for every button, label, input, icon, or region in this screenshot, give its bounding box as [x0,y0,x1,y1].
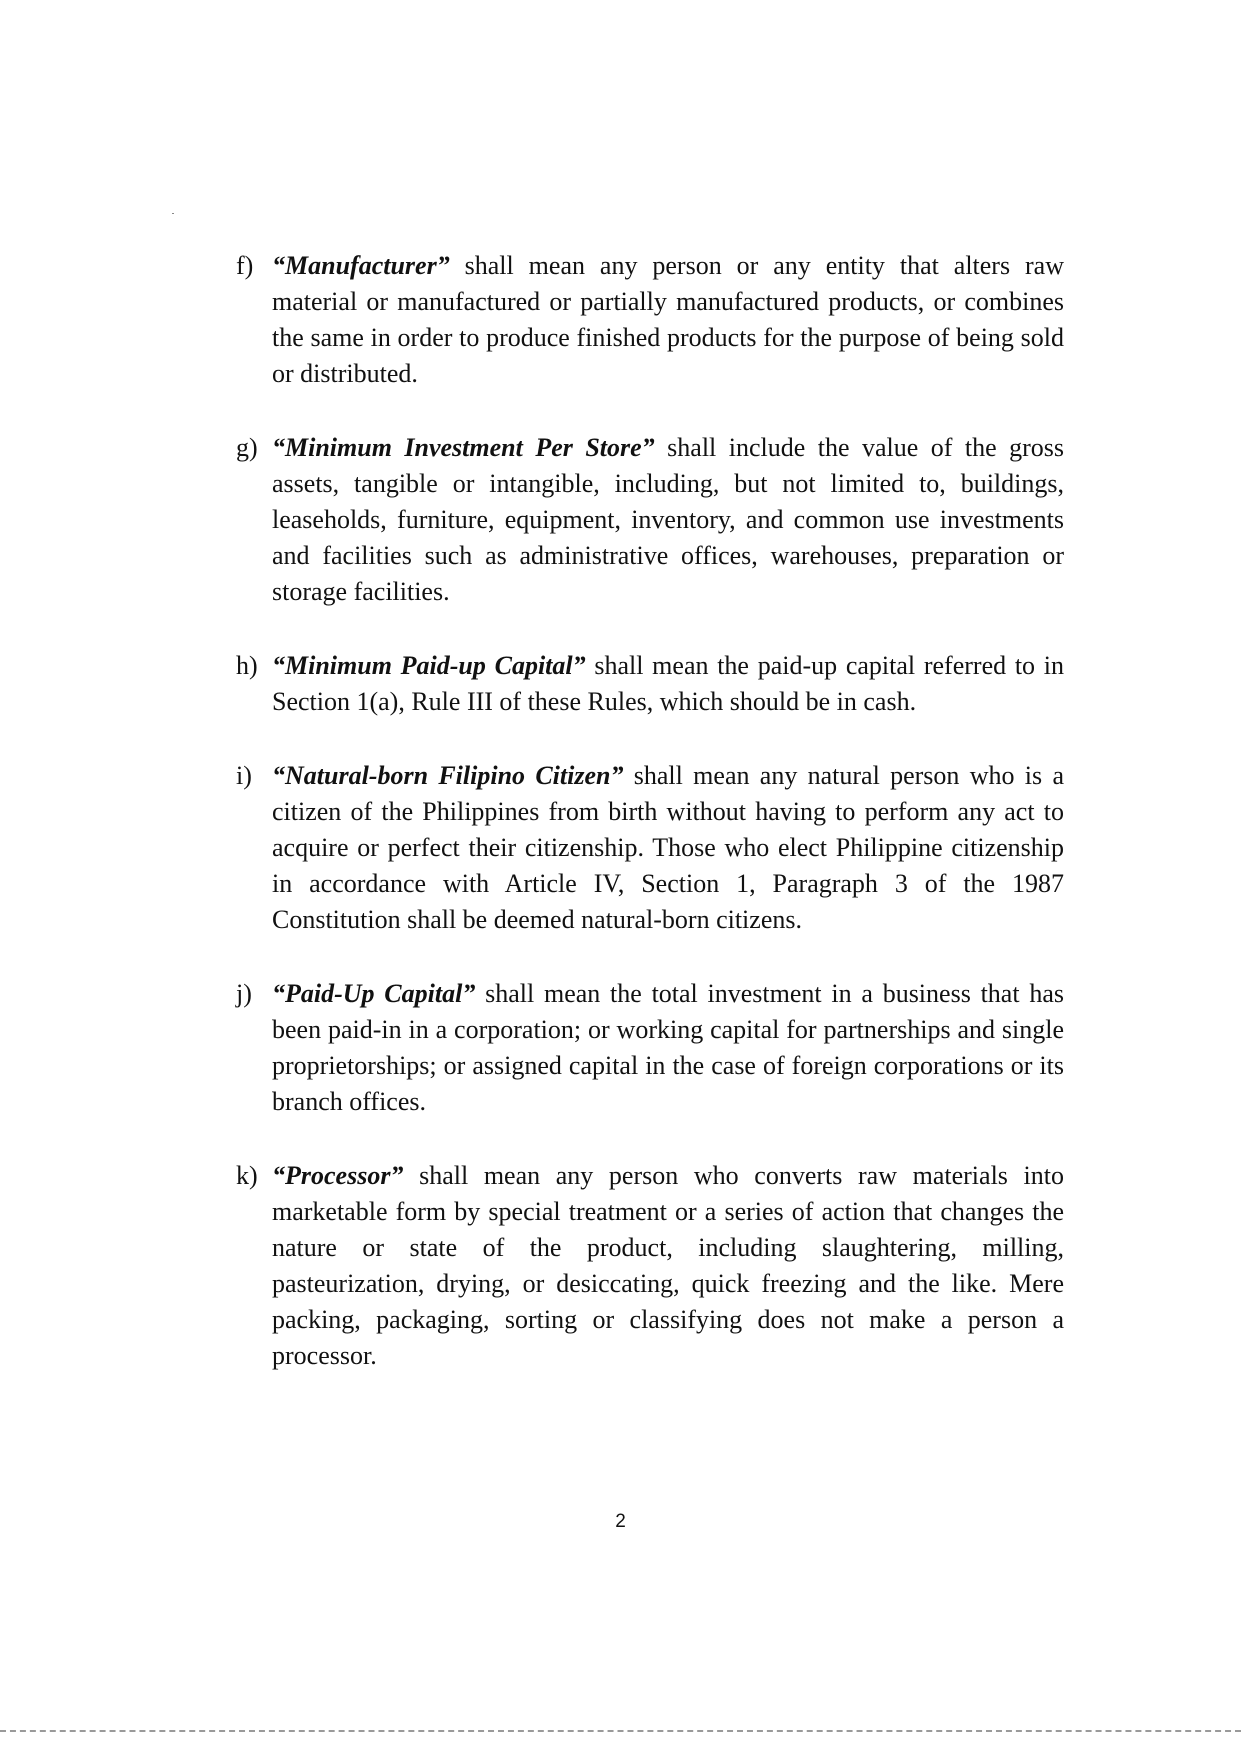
definition-term: “Natural-born Filipino Citizen” [272,761,624,790]
definition-marker: i) [236,761,252,790]
definition-term: “Processor” [272,1161,404,1190]
definitions-list [236,248,1064,1374]
scan-edge-rule [0,1730,1241,1732]
definition-item-natural-born-citizen [236,758,1064,938]
page-number: 2 [615,1511,626,1532]
definition-text: shall mean the paid-up capital referred to in Section 1(a), Rule III of these Rules, which should be in cash. [272,651,1064,716]
definition-body [272,248,1064,392]
definition-marker: h) [236,651,258,680]
definition-text: shall mean any person who converts raw materials into marketable form by special treatment or a series of action that changes the nature or state of the product, including slaughtering, milling, pasteurization, drying, or desiccating, quick freezing and the like. Mere packing, packaging, sorting or classifying does not make a person a processor. [272,1161,1064,1370]
definition-marker: j) [236,979,252,1008]
definition-term: “Minimum Investment Per Store” [272,433,655,462]
definition-body [272,648,1064,720]
definition-text: shall mean any natural person who is a citizen of the Philippines from birth without having to perform any act to acquire or perfect their citizenship. Those who elect Philippine citizenship in accordance with Article IV, Section 1, Paragraph 3 of the 1987 Constitution shall be deemed natural-born citizens. [272,761,1064,934]
definition-term: “Minimum Paid-up Capital” [272,651,586,680]
definition-item-paid-up-capital [236,976,1064,1120]
definition-item-processor [236,1158,1064,1374]
definition-marker: k) [236,1161,258,1190]
definition-marker: g) [236,433,258,462]
definition-term: “Manufacturer” [272,251,450,280]
definition-body [272,758,1064,938]
definition-text: shall mean the total investment in a business that has been paid-in in a corporation; or working capital for partnerships and single proprietorships; or assigned capital in the case of foreign corporations or its branch offices. [272,979,1064,1116]
definition-term: “Paid-Up Capital” [272,979,476,1008]
definition-body [272,1158,1064,1374]
definition-item-manufacturer [236,248,1064,392]
definition-body [272,976,1064,1120]
definition-body [272,430,1064,610]
definition-item-minimum-paid-up-capital [236,648,1064,720]
definition-text: shall include the value of the gross assets, tangible or intangible, including, but not limited to, buildings, leaseholds, furniture, equipment, inventory, and common use investments and facilities such as administrative offices, warehouses, preparation or storage facilities. [272,433,1064,606]
definition-marker: f) [236,251,254,280]
definition-item-minimum-investment [236,430,1064,610]
scan-speck [172,213,174,214]
definition-text: shall mean any person or any entity that alters raw material or manufactured or partially manufactured products, or combines the same in order to produce finished products for the purpose of being sold or distributed. [272,251,1064,388]
